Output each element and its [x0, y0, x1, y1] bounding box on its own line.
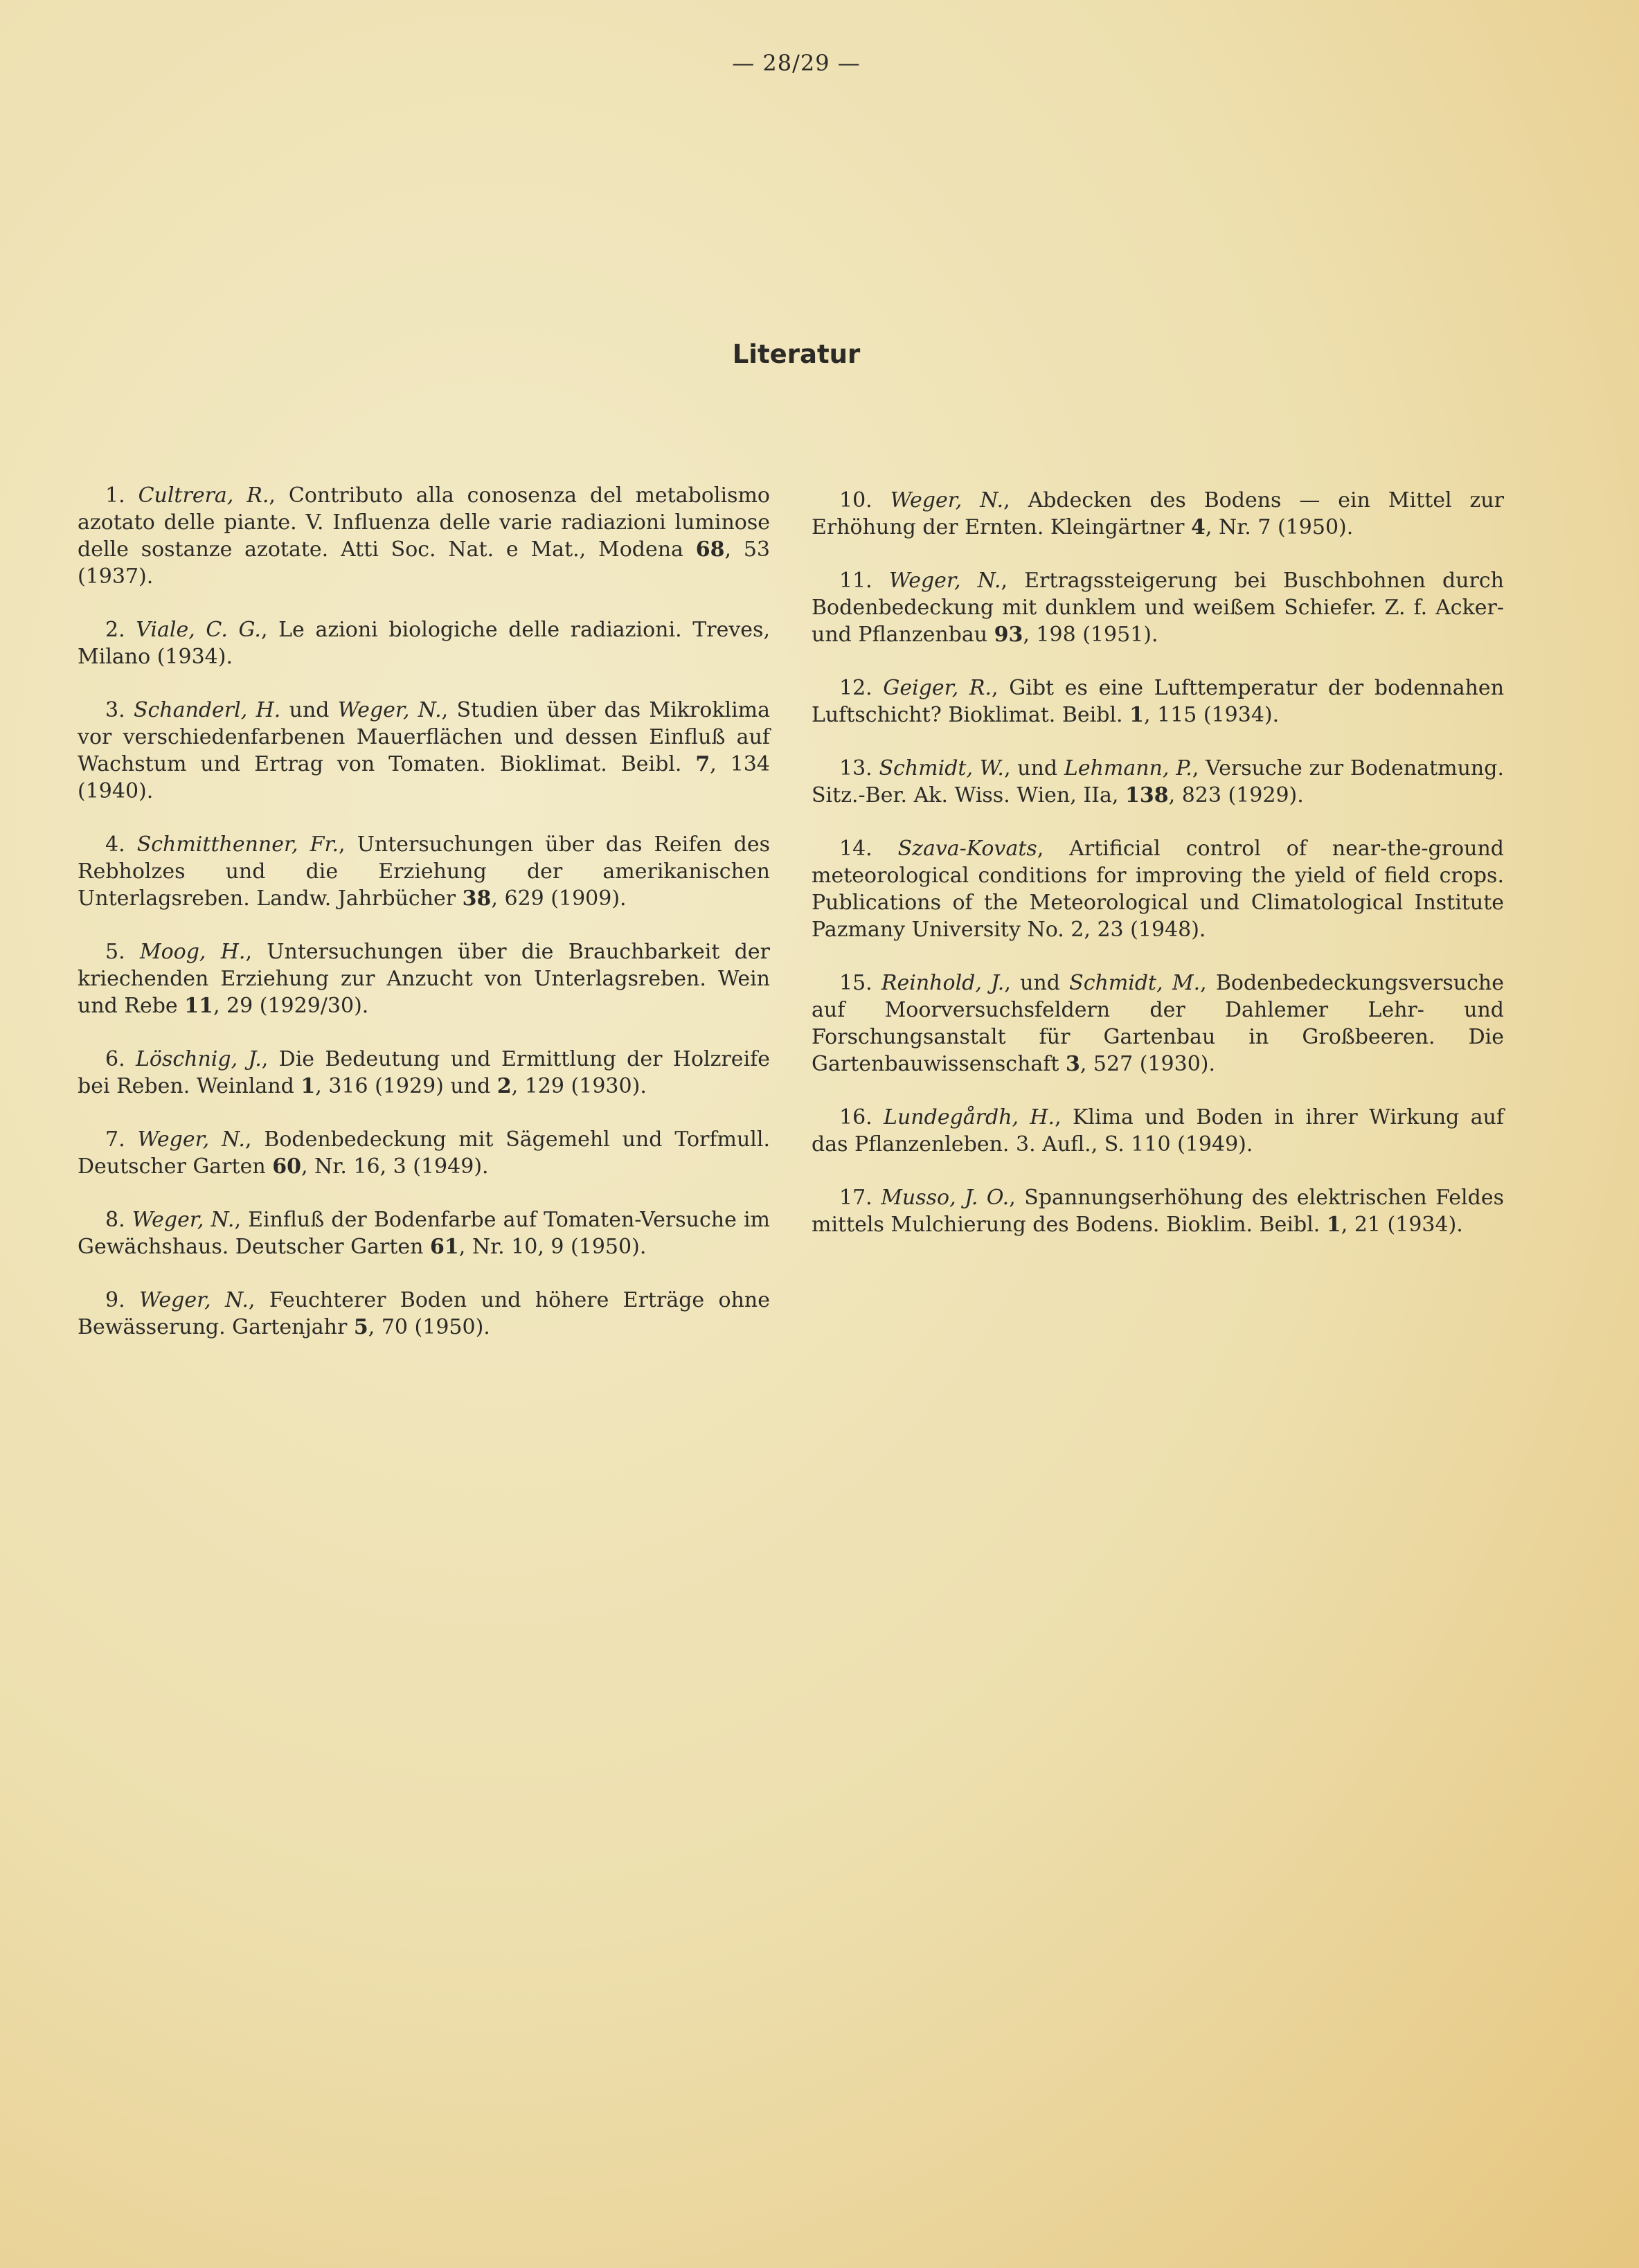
page-number: — 28/29 —: [732, 50, 861, 76]
reference-text: , Bodenbedeckungsversuche auf Moorversuchsfeldern der Dahlemer Lehr- und Forschungsanstalt für Gartenbau in Großbeeren. Die Gartenbauwissenschaft: [812, 971, 1505, 1076]
reference-volume: 61: [430, 1235, 459, 1259]
reference-number: 14.: [839, 837, 898, 861]
reference-text: , Untersuchungen über das Reifen des Rebholzes und die Erziehung der amerikanischen Unterlagsreben. Landw. Jahrbücher: [78, 832, 770, 911]
reference-author: Löschnig, J.: [135, 1047, 262, 1071]
reference-text: , Feuchterer Boden und höhere Erträge ohne Bewässerung. Gartenjahr: [78, 1288, 770, 1339]
reference-volume: 1: [1326, 1213, 1341, 1237]
reference-number: 2.: [105, 618, 136, 642]
reference-text: , und: [1003, 756, 1064, 780]
reference-text: und: [280, 698, 338, 722]
reference-author: Lehmann, P.: [1064, 756, 1192, 780]
reference-volume: 38: [462, 886, 492, 911]
reference-author: Moog, H.: [139, 940, 246, 964]
reference-volume: 3: [1065, 1052, 1080, 1076]
reference-volume: 68: [695, 537, 725, 562]
reference-text: , 823 (1929).: [1168, 783, 1304, 807]
reference-number: 10.: [839, 488, 890, 512]
reference-author: Schmitthenner, Fr.: [136, 832, 339, 857]
reference-entry: [78, 1287, 770, 1341]
reference-author: Geiger, R.: [883, 676, 992, 700]
reference-number: 7.: [105, 1127, 138, 1152]
reference-entry: [812, 970, 1504, 1078]
reference-text: , und: [1004, 971, 1070, 995]
reference-entry: [812, 755, 1504, 809]
reference-volume: 93: [994, 623, 1023, 647]
reference-text: , 316 (1929) und: [315, 1074, 497, 1098]
reference-text: , 198 (1951).: [1023, 623, 1158, 647]
reference-author: Schanderl, H.: [133, 698, 281, 722]
reference-number: 9.: [105, 1288, 139, 1312]
reference-number: 16.: [839, 1105, 884, 1129]
reference-volume: 60: [272, 1154, 301, 1179]
references-right-column: [812, 487, 1504, 1265]
reference-volume: 2: [496, 1074, 512, 1098]
reference-author: Weger, N.: [137, 1127, 245, 1152]
reference-volume: 7: [695, 752, 710, 776]
reference-entry: [812, 487, 1504, 541]
reference-volume: 1: [301, 1074, 316, 1098]
reference-number: 6.: [105, 1047, 136, 1071]
reference-number: 11.: [839, 569, 889, 593]
reference-author: Weger, N.: [890, 488, 1004, 512]
reference-text: , 29 (1929/30).: [213, 994, 369, 1018]
reference-number: 12.: [839, 676, 884, 700]
reference-volume: 138: [1125, 783, 1169, 807]
reference-text: , Artificial control of near-the-ground meteorological conditions for improving the yield of field crops. Publications of the Meteorological und Climatological Institute Pazmany University No. 2, 23 (1948).: [812, 837, 1504, 942]
reference-entry: [78, 831, 770, 912]
reference-entry: [78, 482, 770, 590]
reference-text: , Spannungserhöhung des elektrischen Feldes mittels Mulchierung des Bodens. Bioklim. Beibl.: [812, 1186, 1505, 1237]
reference-volume: 4: [1191, 515, 1206, 539]
reference-author: Weger, N.: [139, 1288, 249, 1312]
reference-entry: [78, 697, 770, 805]
reference-entry: [78, 938, 770, 1019]
reference-entry: [78, 1126, 770, 1180]
reference-author: Schmidt, M.: [1069, 971, 1201, 995]
reference-author: Musso, J. O.: [881, 1186, 1010, 1210]
reference-entry: [812, 567, 1504, 648]
reference-text: , Gibt es eine Lufttemperatur der bodennahen Luftschicht? Bioklimat. Beibl.: [812, 676, 1505, 727]
reference-text: , 21 (1934).: [1341, 1213, 1463, 1237]
reference-text: , 53 (1937).: [78, 537, 770, 589]
reference-entry: [812, 1104, 1504, 1158]
reference-text: , Nr. 7 (1950).: [1205, 515, 1354, 539]
reference-text: , 629 (1909).: [491, 886, 627, 911]
reference-author: Lundegårdh, H.: [884, 1105, 1055, 1129]
reference-author: Cultrera, R.: [138, 483, 269, 508]
references-left-column: [78, 482, 770, 1367]
reference-author: Weger, N.: [337, 698, 442, 722]
reference-author: Viale, C. G.: [136, 618, 261, 642]
reference-text: , 115 (1934).: [1144, 703, 1280, 727]
reference-text: , 134 (1940).: [78, 752, 770, 803]
reference-entry: [812, 675, 1504, 729]
reference-entry: [812, 1184, 1504, 1238]
reference-text: , Versuche zur Bodenatmung. Sitz.-Ber. Ak. Wiss. Wien, IIa,: [812, 756, 1504, 807]
reference-number: 8.: [105, 1208, 132, 1232]
reference-entry: [78, 1206, 770, 1260]
reference-number: 13.: [839, 756, 879, 780]
reference-entry: [78, 1046, 770, 1100]
reference-number: 15.: [839, 971, 881, 995]
reference-number: 4.: [105, 832, 137, 857]
reference-text: , Abdecken des Bodens — ein Mittel zur Erhöhung der Ernten. Kleingärtner: [812, 488, 1505, 539]
reference-number: 5.: [105, 940, 140, 964]
reference-author: Weger, N.: [888, 569, 1001, 593]
reference-text: , Einfluß der Bodenfarbe auf Tomaten-Versuche im Gewächshaus. Deutscher Garten: [78, 1208, 770, 1259]
reference-author: Reinhold, J.: [881, 971, 1005, 995]
reference-text: , Bodenbedeckung mit Sägemehl und Torfmull. Deutscher Garten: [78, 1127, 770, 1179]
reference-text: , Contributo alla conosenza del metabolismo azotato delle piante. V. Influenza delle varie radiazioni luminose delle sostanze azotate. Atti Soc. Nat. e Mat., Modena: [78, 483, 770, 562]
reference-text: , Studien über das Mikroklima vor verschiedenfarbenen Mauerflächen und dessen Einfluß auf Wachstum und Ertrag von Tomaten. Bioklimat. Beibl.: [78, 698, 771, 776]
reference-author: Schmidt, W.: [879, 756, 1004, 780]
reference-text: , Nr. 10, 9 (1950).: [458, 1235, 647, 1259]
reference-number: 3.: [105, 698, 134, 722]
reference-text: , Nr. 16, 3 (1949).: [301, 1154, 489, 1179]
reference-text: , Die Bedeutung und Ermittlung der Holzreife bei Reben. Weinland: [78, 1047, 770, 1098]
reference-number: 1.: [105, 483, 138, 508]
reference-text: , Le azioni biologiche delle radiazioni. Treves, Milano (1934).: [78, 618, 770, 669]
reference-volume: 11: [184, 994, 213, 1018]
reference-entry: [812, 835, 1504, 943]
reference-number: 17.: [839, 1186, 881, 1210]
reference-text: , Klima und Boden in ihrer Wirkung auf das Pflanzenleben. 3. Aufl., S. 110 (1949).: [812, 1105, 1505, 1157]
references-heading: Literatur: [732, 339, 861, 369]
reference-text: , Ertragssteigerung bei Buschbohnen durch Bodenbedeckung mit dunklem und weißem Schiefer. Z. f. Acker- und Pflanzenbau: [812, 569, 1504, 647]
reference-volume: 1: [1129, 703, 1144, 727]
reference-entry: [78, 616, 770, 670]
reference-text: , 527 (1930).: [1080, 1052, 1216, 1076]
reference-text: , 129 (1930).: [511, 1074, 647, 1098]
reference-text: , 70 (1950).: [368, 1315, 490, 1339]
reference-volume: 5: [353, 1315, 368, 1339]
reference-author: Weger, N.: [132, 1208, 235, 1232]
reference-author: Szava-Kovats: [897, 837, 1037, 861]
reference-text: , Untersuchungen über die Brauchbarkeit der kriechenden Erziehung zur Anzucht von Unterlagsreben. Wein und Rebe: [78, 940, 770, 1018]
